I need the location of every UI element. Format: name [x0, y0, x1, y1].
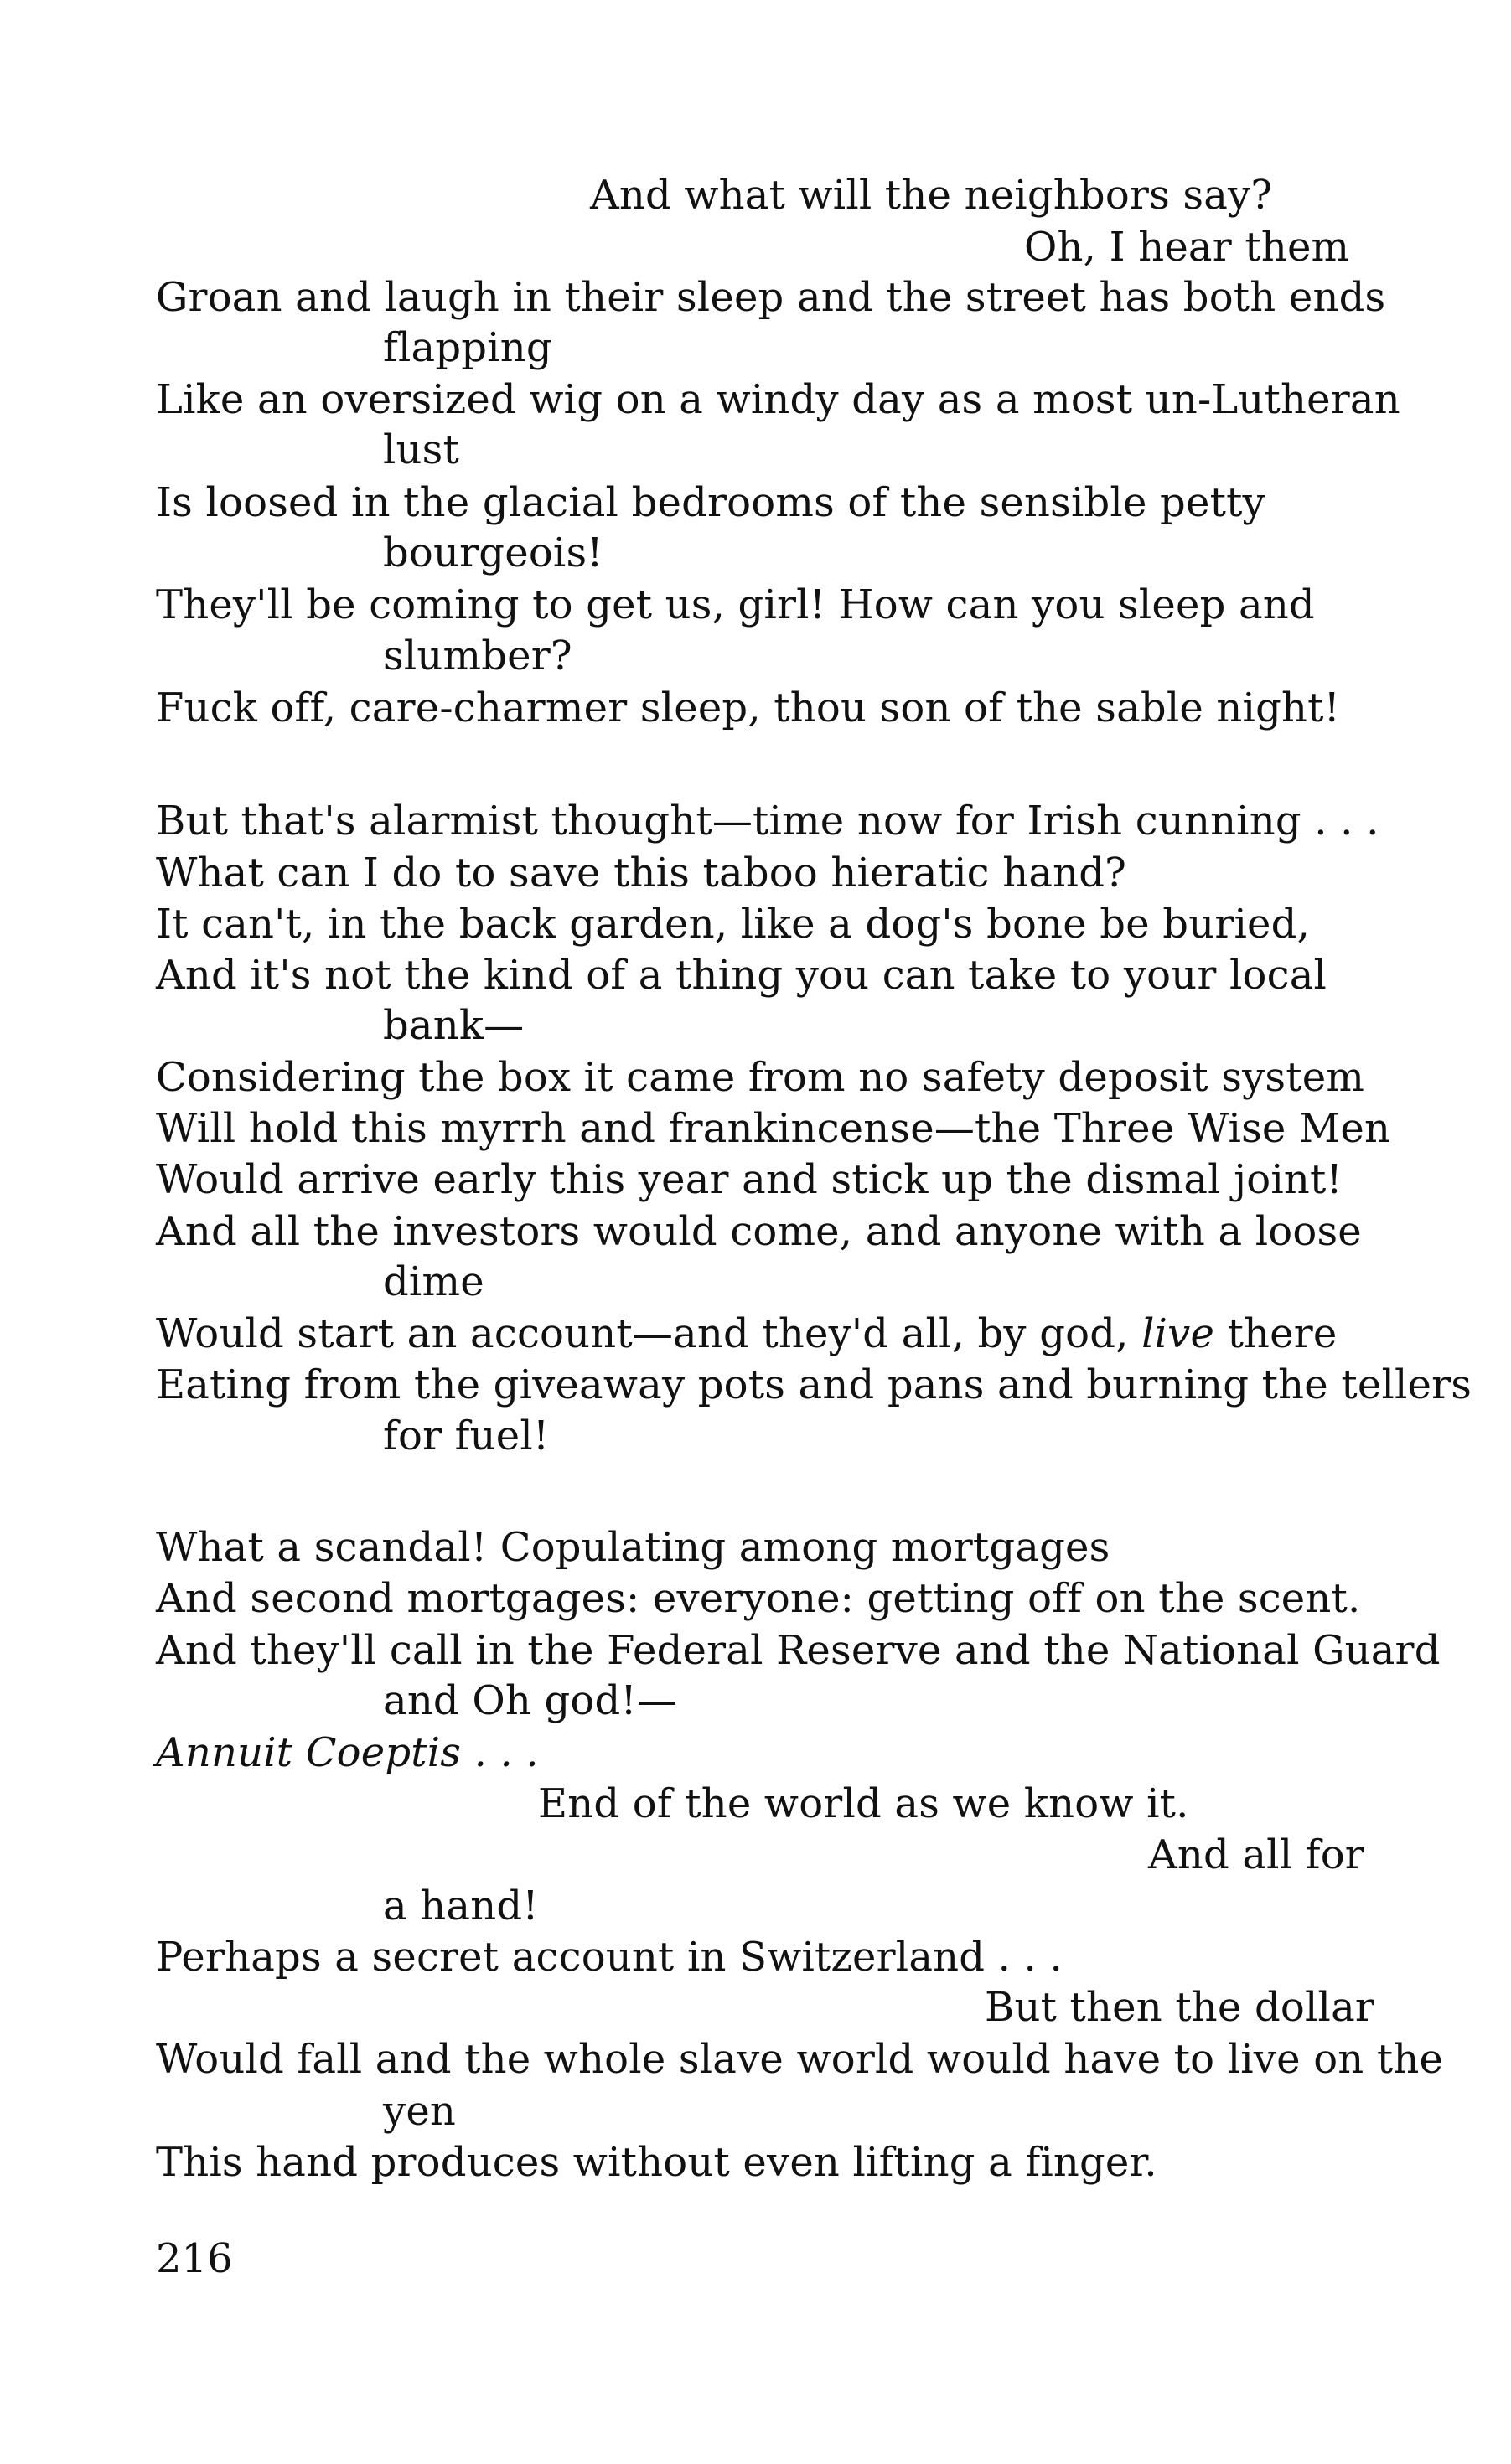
- poem-line: They'll be coming to get us, girl! How can you sleep and: [156, 581, 1315, 628]
- poem-line: And second mortgages: everyone: getting off on the scent.: [156, 1575, 1361, 1622]
- poem-line: Perhaps a secret account in Switzerland . . .: [156, 1934, 1063, 1981]
- poem-line: And it's not the kind of a thing you can take to your local: [156, 952, 1327, 999]
- poem-line: And what will the neighbors say?: [590, 172, 1273, 219]
- poem-line: Would fall and the whole slave world would have to live on the: [156, 2036, 1444, 2083]
- poem-line: dime: [383, 1258, 484, 1305]
- poem-line: This hand produces without even lifting a finger.: [156, 2139, 1157, 2186]
- poem-line: Would arrive early this year and stick up the dismal joint!: [156, 1156, 1343, 1203]
- poem-line: Considering the box it came from no safety deposit system: [156, 1054, 1365, 1101]
- poem-line: bank—: [383, 1002, 525, 1049]
- poem-line: End of the world as we know it.: [538, 1780, 1189, 1827]
- poem-line: And all for: [1148, 1831, 1364, 1878]
- poem-line: [156, 1309, 1338, 1359]
- poem-line: yen: [383, 2088, 457, 2135]
- poem-line-emphasis: live: [1141, 1310, 1215, 1357]
- poem-line: What can I do to save this taboo hieratic hand?: [156, 850, 1127, 896]
- poem-line: Like an oversized wig on a windy day as a most un-Lutheran: [156, 376, 1400, 423]
- poem-line: bourgeois!: [383, 529, 603, 576]
- poem-line: lust: [383, 426, 459, 473]
- poem-line: It can't, in the back garden, like a dog's bone be buried,: [156, 901, 1311, 948]
- poem-line: Will hold this myrrh and frankincense—the Three Wise Men: [156, 1105, 1391, 1152]
- poem-line: Eating from the giveaway pots and pans and burning the tellers: [156, 1361, 1472, 1408]
- poem-line: And all the investors would come, and anyone with a loose: [156, 1208, 1362, 1255]
- poem-line: slumber?: [383, 633, 572, 679]
- poem-line: Is loosed in the glacial bedrooms of the sensible petty: [156, 479, 1265, 526]
- poem-line: Oh, I hear them: [1024, 224, 1350, 271]
- poem-line: flapping: [383, 324, 552, 371]
- poem-line: Fuck off, care-charmer sleep, thou son of the sable night!: [156, 684, 1341, 731]
- poem-line: Annuit Coeptis . . .: [156, 1729, 539, 1776]
- poem-line: But that's alarmist thought—time now for Irish cunning . . .: [156, 798, 1379, 845]
- page-number: 216: [156, 2235, 233, 2282]
- poem-line: a hand!: [383, 1883, 539, 1929]
- poem-line: and Oh god!—: [383, 1677, 678, 1724]
- poem-line-text: there: [1214, 1310, 1338, 1357]
- poem-line: But then the dollar: [985, 1984, 1375, 2031]
- poem-line-text: Would start an account—and they'd all, by god,: [156, 1310, 1142, 1357]
- poem-line: What a scandal! Copulating among mortgages: [156, 1524, 1110, 1571]
- poem-line: Groan and laugh in their sleep and the street has both ends: [156, 274, 1386, 321]
- poem-line: for fuel!: [383, 1413, 550, 1459]
- poem-line: And they'll call in the Federal Reserve and the National Guard: [156, 1627, 1441, 1674]
